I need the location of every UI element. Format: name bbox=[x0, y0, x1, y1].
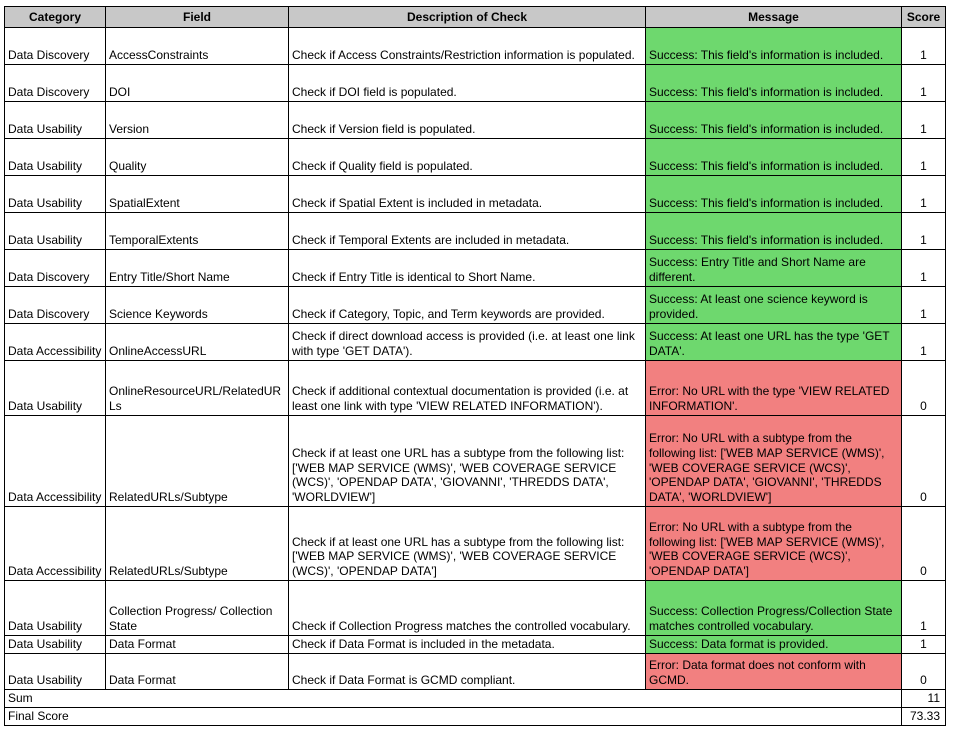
description-cell: Check if Access Constraints/Restriction information is populated. bbox=[289, 28, 646, 65]
category-cell: Data Usability bbox=[5, 213, 106, 250]
category-cell: Data Usability bbox=[5, 361, 106, 416]
table-row bbox=[5, 416, 946, 507]
score-cell: 0 bbox=[902, 416, 946, 507]
message-cell: Success: At least one URL has the type 'GET DATA'. bbox=[646, 324, 902, 361]
category-cell: Data Usability bbox=[5, 636, 106, 654]
score-cell: 1 bbox=[902, 28, 946, 65]
description-cell: Check if additional contextual documentation is provided (i.e. at least one link with type 'VIEW RELATED INFORMATION'). bbox=[289, 361, 646, 416]
description-cell: Check if Temporal Extents are included in metadata. bbox=[289, 213, 646, 250]
final-score-row bbox=[5, 708, 946, 726]
category-cell: Data Discovery bbox=[5, 250, 106, 287]
description-cell: Check if Quality field is populated. bbox=[289, 139, 646, 176]
category-cell: Data Usability bbox=[5, 102, 106, 139]
category-cell: Data Discovery bbox=[5, 28, 106, 65]
field-cell: RelatedURLs/Subtype bbox=[106, 416, 289, 507]
category-cell: Data Discovery bbox=[5, 65, 106, 102]
description-cell: Check if direct download access is provided (i.e. at least one link with type 'GET DATA'). bbox=[289, 324, 646, 361]
field-cell: Entry Title/Short Name bbox=[106, 250, 289, 287]
metadata-check-report bbox=[4, 6, 946, 726]
field-cell: SpatialExtent bbox=[106, 176, 289, 213]
table-row bbox=[5, 654, 946, 690]
score-cell: 0 bbox=[902, 361, 946, 416]
field-cell: AccessConstraints bbox=[106, 28, 289, 65]
message-cell: Success: This field's information is included. bbox=[646, 176, 902, 213]
table-row bbox=[5, 102, 946, 139]
score-cell: 1 bbox=[902, 581, 946, 636]
message-cell: Success: This field's information is included. bbox=[646, 213, 902, 250]
message-cell: Success: At least one science keyword is provided. bbox=[646, 287, 902, 324]
description-cell: Check if Category, Topic, and Term keywords are provided. bbox=[289, 287, 646, 324]
description-cell: Check if Data Format is included in the metadata. bbox=[289, 636, 646, 654]
table-row bbox=[5, 507, 946, 581]
description-cell: Check if Version field is populated. bbox=[289, 102, 646, 139]
final-score-value: 73.33 bbox=[902, 708, 946, 726]
score-cell: 0 bbox=[902, 507, 946, 581]
field-cell: Version bbox=[106, 102, 289, 139]
table-row bbox=[5, 176, 946, 213]
sum-label: Sum bbox=[5, 690, 902, 708]
header-field: Field bbox=[106, 7, 289, 28]
header-row bbox=[5, 7, 946, 28]
score-cell: 1 bbox=[902, 324, 946, 361]
category-cell: Data Discovery bbox=[5, 287, 106, 324]
message-cell: Success: Entry Title and Short Name are different. bbox=[646, 250, 902, 287]
metadata-check-table bbox=[4, 6, 946, 726]
field-cell: OnlineAccessURL bbox=[106, 324, 289, 361]
table-row bbox=[5, 139, 946, 176]
field-cell: Data Format bbox=[106, 636, 289, 654]
category-cell: Data Accessibility bbox=[5, 507, 106, 581]
message-cell: Error: No URL with a subtype from the following list: ['WEB MAP SERVICE (WMS)', 'WEB COVERAGE SERVICE (WCS)', 'OPENDAP DATA', 'GIOVANNI', 'THREDDS DATA', 'WORLDVIEW'] bbox=[646, 416, 902, 507]
score-cell: 1 bbox=[902, 65, 946, 102]
field-cell: Quality bbox=[106, 139, 289, 176]
description-cell: Check if at least one URL has a subtype from the following list: ['WEB MAP SERVICE (WMS)', 'WEB COVERAGE SERVICE (WCS)', 'OPENDAP DATA'] bbox=[289, 507, 646, 581]
message-cell: Error: Data format does not conform with GCMD. bbox=[646, 654, 902, 690]
field-cell: DOI bbox=[106, 65, 289, 102]
table-row bbox=[5, 361, 946, 416]
message-cell: Success: Data format is provided. bbox=[646, 636, 902, 654]
field-cell: Science Keywords bbox=[106, 287, 289, 324]
message-cell: Success: This field's information is included. bbox=[646, 102, 902, 139]
score-cell: 1 bbox=[902, 139, 946, 176]
field-cell: Data Format bbox=[106, 654, 289, 690]
table-row bbox=[5, 324, 946, 361]
score-cell: 0 bbox=[902, 654, 946, 690]
message-cell: Success: This field's information is included. bbox=[646, 65, 902, 102]
description-cell: Check if Entry Title is identical to Short Name. bbox=[289, 250, 646, 287]
table-row bbox=[5, 581, 946, 636]
score-cell: 1 bbox=[902, 250, 946, 287]
category-cell: Data Usability bbox=[5, 654, 106, 690]
description-cell: Check if Spatial Extent is included in metadata. bbox=[289, 176, 646, 213]
score-cell: 1 bbox=[902, 176, 946, 213]
description-cell: Check if at least one URL has a subtype from the following list: ['WEB MAP SERVICE (WMS)', 'WEB COVERAGE SERVICE (WCS)', 'OPENDAP DATA', 'GIOVANNI', 'THREDDS DATA', 'WORLDVIEW'] bbox=[289, 416, 646, 507]
table-row bbox=[5, 65, 946, 102]
table-row bbox=[5, 636, 946, 654]
message-cell: Success: Collection Progress/Collection State matches controlled vocabulary. bbox=[646, 581, 902, 636]
message-cell: Success: This field's information is included. bbox=[646, 139, 902, 176]
header-message: Message bbox=[646, 7, 902, 28]
field-cell: RelatedURLs/Subtype bbox=[106, 507, 289, 581]
field-cell: Collection Progress/ Collection State bbox=[106, 581, 289, 636]
sum-row bbox=[5, 690, 946, 708]
message-cell: Error: No URL with a subtype from the following list: ['WEB MAP SERVICE (WMS)', 'WEB COVERAGE SERVICE (WCS)', 'OPENDAP DATA'] bbox=[646, 507, 902, 581]
sum-value: 11 bbox=[902, 690, 946, 708]
field-cell: OnlineResourceURL/RelatedURLs bbox=[106, 361, 289, 416]
score-cell: 1 bbox=[902, 636, 946, 654]
table-row bbox=[5, 250, 946, 287]
category-cell: Data Usability bbox=[5, 176, 106, 213]
description-cell: Check if Collection Progress matches the controlled vocabulary. bbox=[289, 581, 646, 636]
category-cell: Data Usability bbox=[5, 581, 106, 636]
category-cell: Data Accessibility bbox=[5, 324, 106, 361]
table-row bbox=[5, 213, 946, 250]
score-cell: 1 bbox=[902, 102, 946, 139]
description-cell: Check if Data Format is GCMD compliant. bbox=[289, 654, 646, 690]
header-description: Description of Check bbox=[289, 7, 646, 28]
field-cell: TemporalExtents bbox=[106, 213, 289, 250]
category-cell: Data Accessibility bbox=[5, 416, 106, 507]
description-cell: Check if DOI field is populated. bbox=[289, 65, 646, 102]
category-cell: Data Usability bbox=[5, 139, 106, 176]
table-row bbox=[5, 287, 946, 324]
header-score: Score bbox=[902, 7, 946, 28]
score-cell: 1 bbox=[902, 213, 946, 250]
message-cell: Error: No URL with the type 'VIEW RELATED INFORMATION'. bbox=[646, 361, 902, 416]
score-cell: 1 bbox=[902, 287, 946, 324]
header-category: Category bbox=[5, 7, 106, 28]
message-cell: Success: This field's information is included. bbox=[646, 28, 902, 65]
final-score-label: Final Score bbox=[5, 708, 902, 726]
table-row bbox=[5, 28, 946, 65]
